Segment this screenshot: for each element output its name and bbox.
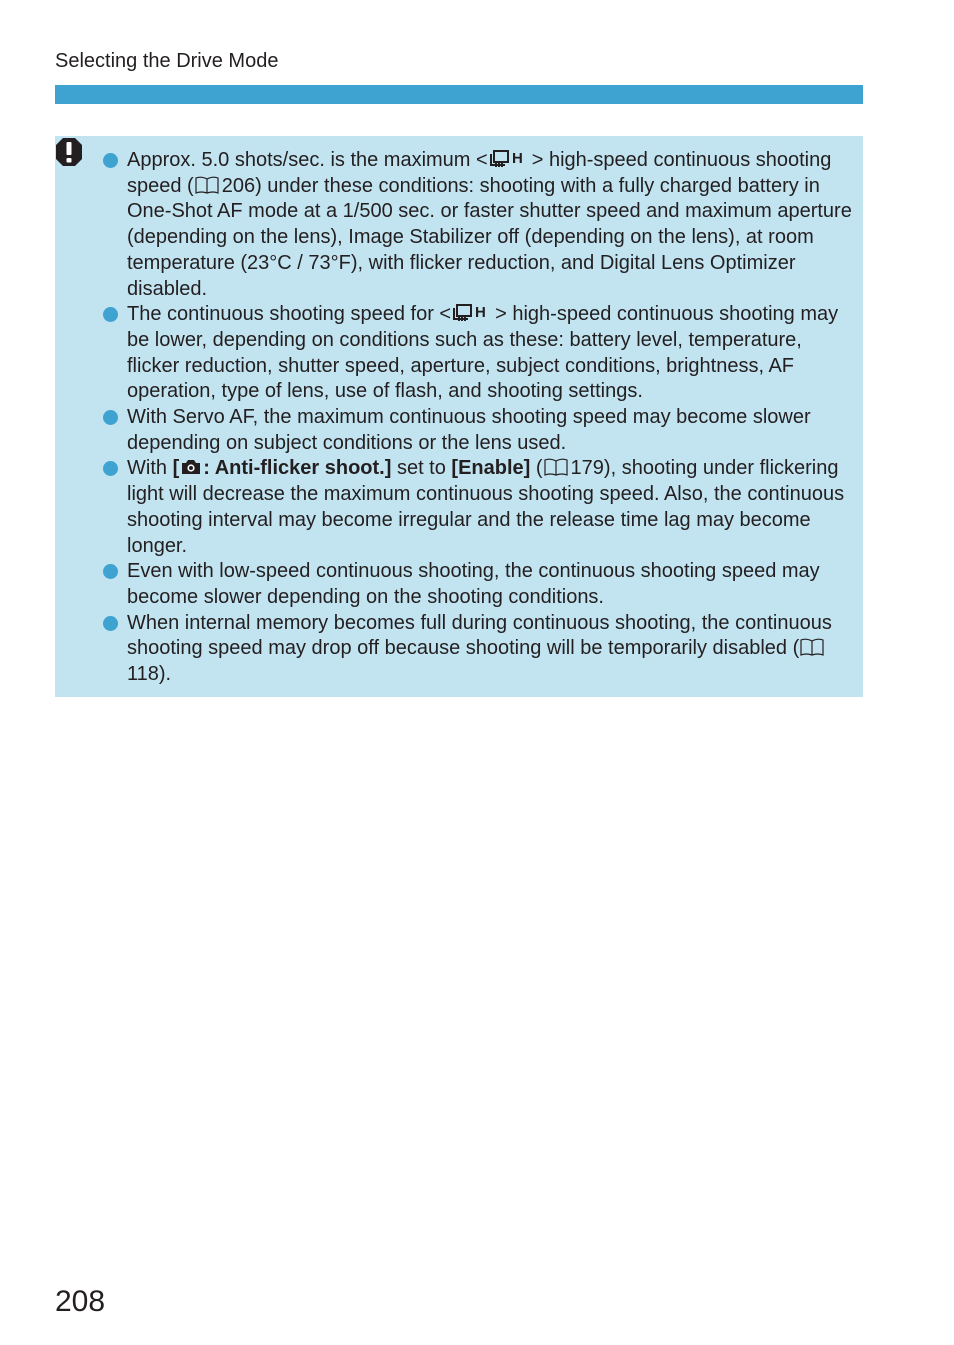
bullet-icon — [103, 307, 118, 322]
caution-box — [55, 136, 863, 697]
page-reference-icon — [194, 175, 220, 195]
high-speed-continuous-icon — [451, 303, 495, 323]
page-number: 208 — [55, 1285, 106, 1318]
high-speed-continuous-icon — [488, 149, 532, 169]
note-item: Even with low-speed continuous shooting, the continuous shooting speed may become slower depending on the shooting conditions. — [103, 559, 853, 610]
note-item: With Servo AF, the maximum continuous shooting speed may become slower depending on subject conditions or the lens used. — [103, 405, 853, 456]
camera-icon — [180, 458, 202, 476]
note-item: The continuous shooting speed for < H > high-speed continuous shooting may be lower, depending on conditions such as these: battery level, temperature, flicker reduction, shutter speed, aperture, subject conditions, brightness, AF operation, type of lens, use of flash, and shooting settings. — [103, 302, 853, 405]
caution-icon — [55, 137, 83, 167]
bullet-icon — [103, 153, 118, 168]
page-reference-icon — [543, 457, 569, 477]
bullet-icon — [103, 410, 118, 425]
note-item: Approx. 5.0 shots/sec. is the maximum < H > high-speed continuous shooting speed ( 206) under these conditions: shooting with a fully charged battery in One-Shot AF mode at a 1/500 sec. or faster shutter speed and maximum aperture (depending on the lens), Image Stabilizer off (depending on the lens), at room temperature (23°C / 73°F), with flicker reduction, and Digital Lens Optimizer disabled. — [103, 148, 853, 302]
caution-notes — [103, 148, 853, 688]
section-title: Selecting the Drive Mode — [55, 50, 279, 72]
svg-text:H: H — [511, 150, 523, 167]
note-item: With [ : Anti-flicker shoot.] set to [Enable] ( 179), shooting under flickering light will decrease the maximum continuous shooting speed. Also, the continuous shooting interval may become irregular and the release time lag may become longer. — [103, 456, 853, 559]
bullet-icon — [103, 616, 118, 631]
section-header-bar — [55, 85, 863, 104]
svg-text:H: H — [475, 304, 486, 322]
note-item: When internal memory becomes full during continuous shooting, the continuous shooting speed may drop off because shooting will be temporarily disabled (118). — [103, 611, 853, 688]
page-reference-icon — [799, 637, 825, 657]
bullet-icon — [103, 461, 118, 476]
bullet-icon — [103, 564, 118, 579]
